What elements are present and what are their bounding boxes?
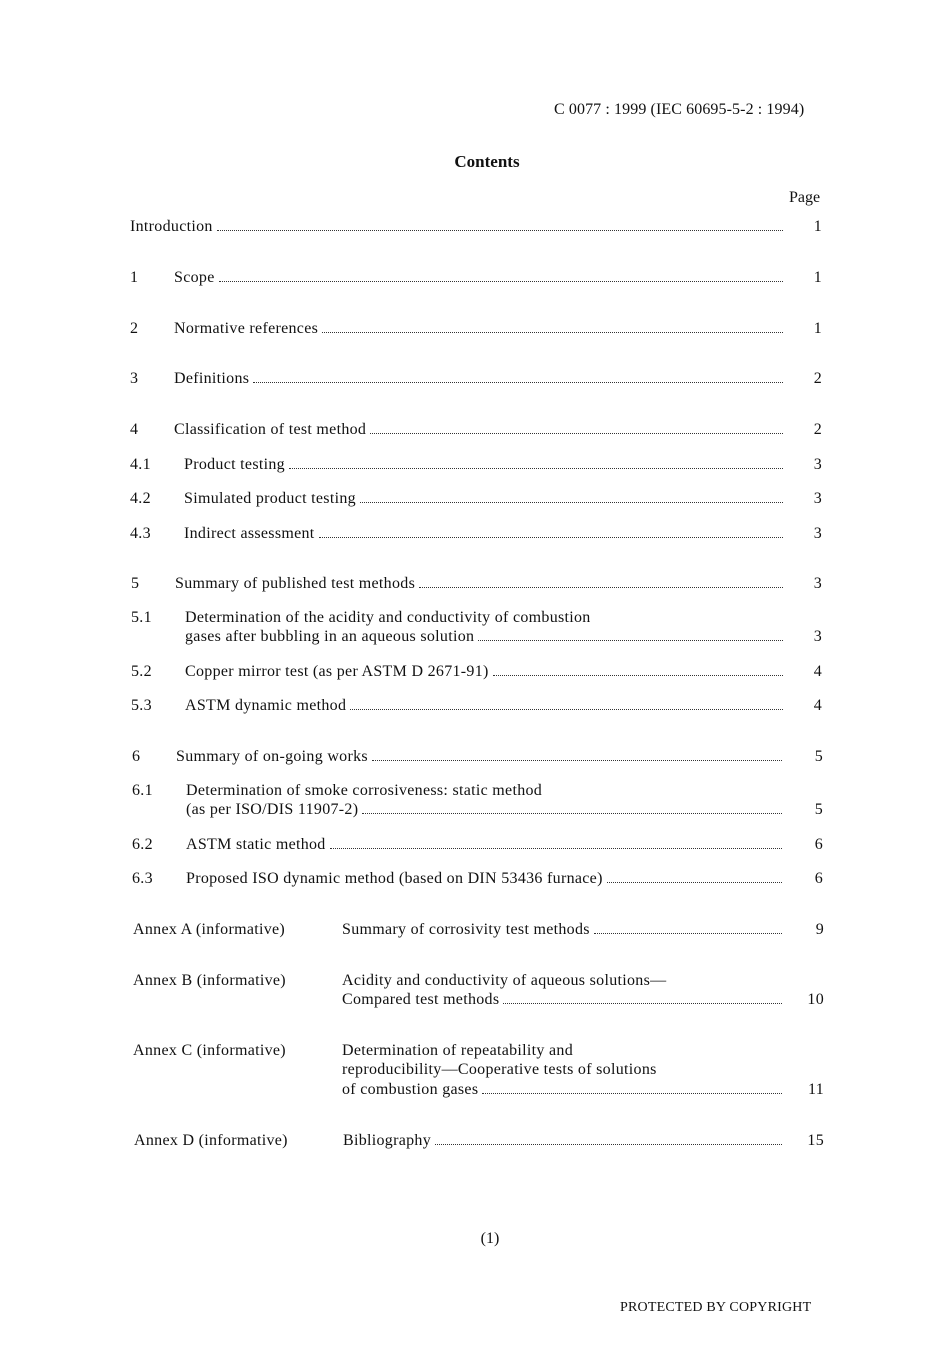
toc-entry-text: Summary of corrosivity test methods: [342, 921, 590, 938]
toc-entry-text: of combustion gases: [342, 1081, 479, 1098]
section-number: 6.1: [132, 782, 153, 799]
section-number: 4.3: [130, 525, 151, 542]
toc-entry-text: Bibliography: [343, 1132, 432, 1149]
toc-entry-text: gases after bubbling in an aqueous solution: [185, 628, 475, 645]
toc-entry-text: Summary of published test methods: [175, 575, 416, 592]
section-number: 5.3: [131, 697, 152, 714]
annex-label: Annex B (informative): [133, 972, 286, 989]
dot-leader: [362, 812, 782, 814]
toc-page-number: 15: [807, 1132, 824, 1149]
dot-leader: [219, 280, 783, 282]
section-number: 6.3: [132, 870, 153, 887]
toc-page-number: 3: [813, 490, 822, 507]
toc-page-number: 1: [813, 218, 822, 235]
toc-page-number: 2: [813, 370, 822, 387]
annex-label: Annex C (informative): [133, 1042, 286, 1059]
dot-leader: [289, 467, 783, 469]
toc-page-number: 3: [813, 525, 822, 542]
toc-entry-text: ASTM dynamic method: [185, 697, 347, 714]
dot-leader: [594, 932, 782, 934]
toc-entry-text: Product testing: [184, 456, 285, 473]
dot-leader: [435, 1143, 782, 1145]
toc-entry-text-line: Determination of repeatability and: [342, 1042, 574, 1059]
annex-label: Annex D (informative): [134, 1132, 288, 1149]
toc-entry-text: Normative references: [174, 320, 319, 337]
annex-label: Annex A (informative): [133, 921, 286, 938]
toc-entry-text: Copper mirror test (as per ASTM D 2671-91): [185, 663, 489, 680]
toc-page-number: 1: [813, 269, 822, 286]
section-number: 5: [131, 575, 140, 592]
toc-page-number: 5: [814, 748, 823, 765]
toc-entry-annex-b[interactable]: [133, 972, 833, 1012]
toc-page-number: 3: [813, 628, 822, 645]
page-number-footer: (1): [480, 1230, 500, 1247]
toc-entry-text: Classification of test method: [174, 421, 367, 438]
toc-page-number: 2: [813, 421, 822, 438]
dot-leader: [217, 229, 783, 231]
dot-leader: [350, 708, 783, 710]
toc-entry-text-line: Acidity and conductivity of aqueous solutions—: [342, 972, 667, 989]
section-number: 4.1: [130, 456, 151, 473]
section-number: 2: [130, 320, 139, 337]
toc-entry-text: Scope: [174, 269, 215, 286]
dot-leader: [478, 639, 783, 641]
toc-page-number: 5: [814, 801, 823, 818]
toc-page-number: 3: [813, 456, 822, 473]
toc-entry-text: ASTM static method: [186, 836, 326, 853]
toc-page-number: 11: [807, 1081, 824, 1098]
toc-page-number: 4: [813, 697, 822, 714]
toc-entry-smoke-corrosiveness[interactable]: [132, 782, 832, 822]
toc-entry-text: Definitions: [174, 370, 250, 387]
dot-leader: [330, 847, 782, 849]
toc-entry-text-line: Determination of smoke corrosiveness: static method: [186, 782, 543, 799]
section-number: 5.1: [131, 609, 152, 626]
toc-entry-text-line: reproducibility—Cooperative tests of solutions: [342, 1061, 657, 1078]
dot-leader: [607, 881, 782, 883]
section-number: 4: [130, 421, 139, 438]
toc-page-number: 9: [815, 921, 824, 938]
dot-leader: [482, 1092, 782, 1094]
toc-entry-text: Compared test methods: [342, 991, 500, 1008]
page-title: Contents: [454, 152, 520, 171]
toc-page-number: 6: [814, 870, 823, 887]
document-reference: C 0077 : 1999 (IEC 60695-5-2 : 1994): [554, 101, 805, 118]
page-column-header: Page: [789, 189, 821, 206]
copyright-notice: PROTECTED BY COPYRIGHT: [620, 1300, 812, 1315]
dot-leader: [372, 759, 782, 761]
toc-entry-text: Simulated product testing: [184, 490, 356, 507]
section-number: 4.2: [130, 490, 151, 507]
section-number: 6: [132, 748, 141, 765]
dot-leader: [503, 1002, 782, 1004]
section-number: 1: [130, 269, 139, 286]
toc-page-number: 6: [814, 836, 823, 853]
toc-page-number: 3: [813, 575, 822, 592]
dot-leader: [419, 586, 783, 588]
dot-leader: [322, 331, 783, 333]
toc-entry-text: Introduction: [130, 218, 213, 235]
section-number: 3: [130, 370, 139, 387]
toc-entry-text: (as per ISO/DIS 11907-2): [186, 801, 359, 818]
toc-entry-text: Proposed ISO dynamic method (based on DIN 53436 furnace): [186, 870, 603, 887]
dot-leader: [360, 501, 783, 503]
dot-leader: [319, 536, 783, 538]
toc-entry-text: Indirect assessment: [184, 525, 315, 542]
toc-entry-text-line: Determination of the acidity and conductivity of combustion: [185, 609, 591, 626]
toc-page-number: 4: [813, 663, 822, 680]
section-number: 5.2: [131, 663, 152, 680]
dot-leader: [493, 674, 783, 676]
toc-entry-annex-c[interactable]: [133, 1042, 833, 1102]
toc-entry-acidity-conductivity[interactable]: [131, 609, 831, 649]
toc-entry-text: Summary of on-going works: [176, 748, 368, 765]
dot-leader: [370, 432, 783, 434]
toc-page-number: 1: [813, 320, 822, 337]
section-number: 6.2: [132, 836, 153, 853]
toc-page-number: 10: [807, 991, 824, 1008]
dot-leader: [253, 381, 783, 383]
